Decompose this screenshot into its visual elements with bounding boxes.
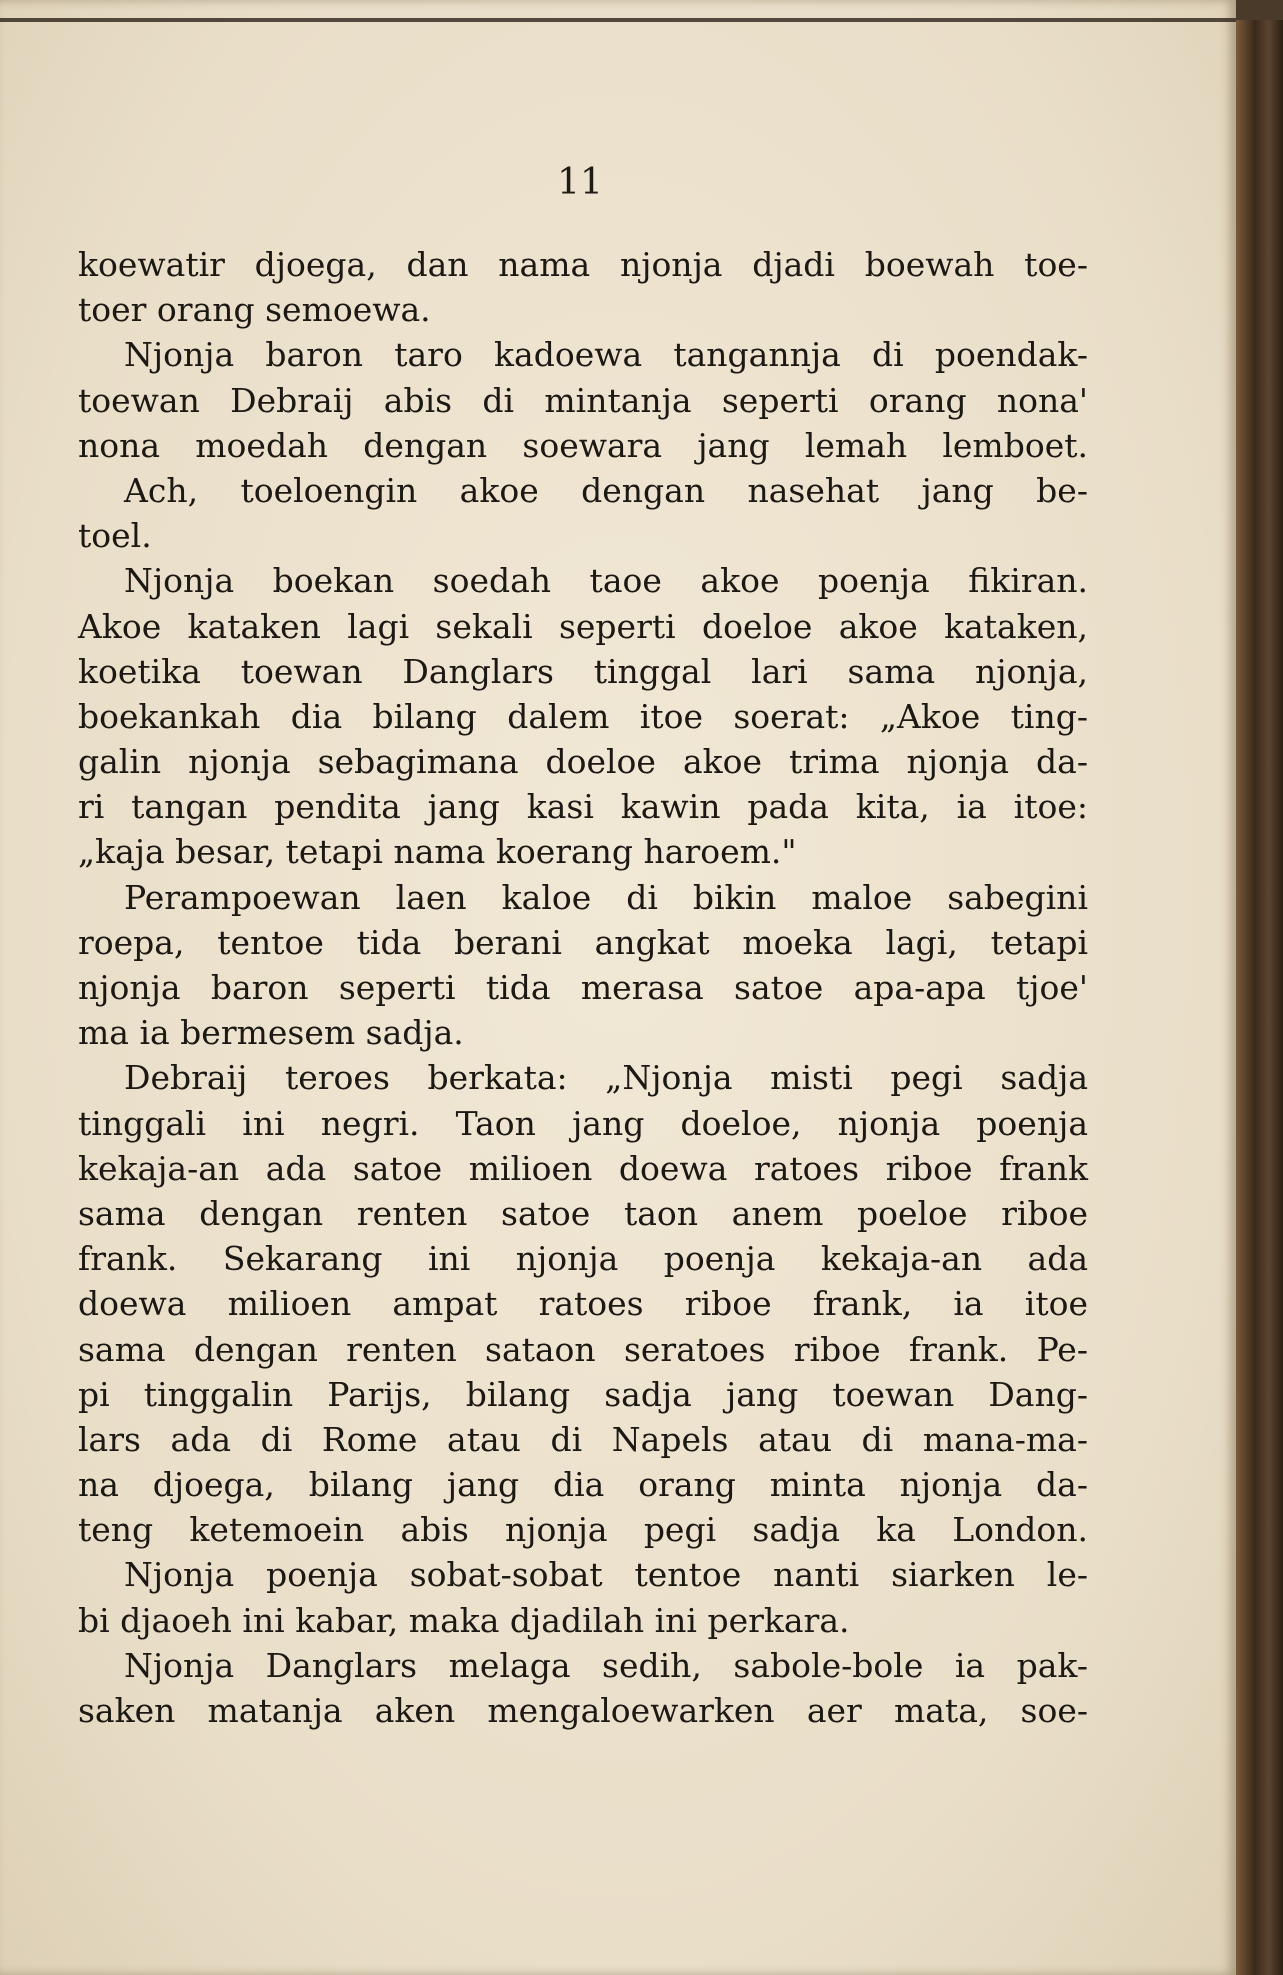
text-line: nona moedah dengan soewara jang lemah lemboet.: [78, 425, 1088, 465]
book-spine-edge: [1236, 20, 1283, 1975]
body-text: [78, 242, 1088, 1733]
text-line: frank. Sekarang ini njonja poenja kekaja-an ada: [78, 1239, 1088, 1279]
page-number: 11: [557, 162, 603, 203]
text-line: Akoe kataken lagi sekali seperti doeloe akoe kataken,: [78, 606, 1088, 646]
text-line: koetika toewan Danglars tinggal lari sama njonja,: [78, 651, 1088, 691]
text-line: „kaja besar, tetapi nama koerang haroem.": [78, 832, 797, 872]
text-line: tinggali ini negri. Taon jang doeloe, njonja poenja: [78, 1103, 1088, 1143]
text-line: Njonja baron taro kadoewa tangannja di poendak-: [124, 335, 1088, 375]
text-line: Ach, toeloengin akoe dengan nasehat jang be-: [124, 470, 1088, 510]
text-line: roepa, tentoe tida berani angkat moeka lagi, tetapi: [78, 922, 1088, 962]
text-line: Njonja poenja sobat-sobat tentoe nanti siarken le-: [124, 1555, 1088, 1595]
text-line: teng ketemoein abis njonja pegi sadja ka London.: [78, 1510, 1088, 1550]
text-line: njonja baron seperti tida merasa satoe apa-apa tjoe': [78, 968, 1088, 1007]
top-rule: [0, 18, 1236, 22]
text-line: koewatir djoega, dan nama njonja djadi boewah toe-: [78, 245, 1088, 284]
text-line: kekaja-an ada satoe milioen doewa ratoes riboe frank: [78, 1148, 1088, 1188]
text-line: Njonja boekan soedah taoe akoe poenja fikiran.: [124, 561, 1088, 601]
text-line: saken matanja aken mengaloewarken aer mata, soe-: [78, 1691, 1088, 1730]
text-line: lars ada di Rome atau di Napels atau di mana-ma-: [78, 1419, 1088, 1459]
text-line: sama dengan renten satoe taon anem poeloe riboe: [78, 1193, 1088, 1233]
text-line: toewan Debraij abis di mintanja seperti orang nona': [78, 380, 1088, 420]
text-line: ma ia bermesem sadja.: [78, 1013, 464, 1053]
text-line: bi djaoeh ini kabar, maka djadilah ini perkara.: [78, 1600, 850, 1640]
text-line: toer orang semoewa.: [78, 290, 431, 330]
text-line: Perampoewan laen kaloe di bikin maloe sabegini: [124, 877, 1088, 917]
text-line: ri tangan pendita jang kasi kawin pada kita, ia itoe:: [78, 787, 1088, 827]
text-line: boekankah dia bilang dalem itoe soerat: „Akoe ting-: [78, 696, 1088, 736]
text-line: na djoega, bilang jang dia orang minta njonja da-: [78, 1465, 1088, 1505]
text-line: galin njonja sebagimana doeloe akoe trima njonja da-: [78, 742, 1088, 782]
text-line: Debraij teroes berkata: „Njonja misti pegi sadja: [124, 1058, 1088, 1098]
text-line: Njonja Danglars melaga sedih, sabole-bole ia pak-: [124, 1645, 1088, 1685]
text-line: toel.: [78, 516, 152, 556]
text-line: doewa milioen ampat ratoes riboe frank, ia itoe: [78, 1284, 1088, 1324]
text-line: pi tinggalin Parijs, bilang sadja jang toewan Dang-: [78, 1374, 1088, 1414]
text-line: sama dengan renten sataon seratoes riboe frank. Pe-: [78, 1329, 1088, 1369]
